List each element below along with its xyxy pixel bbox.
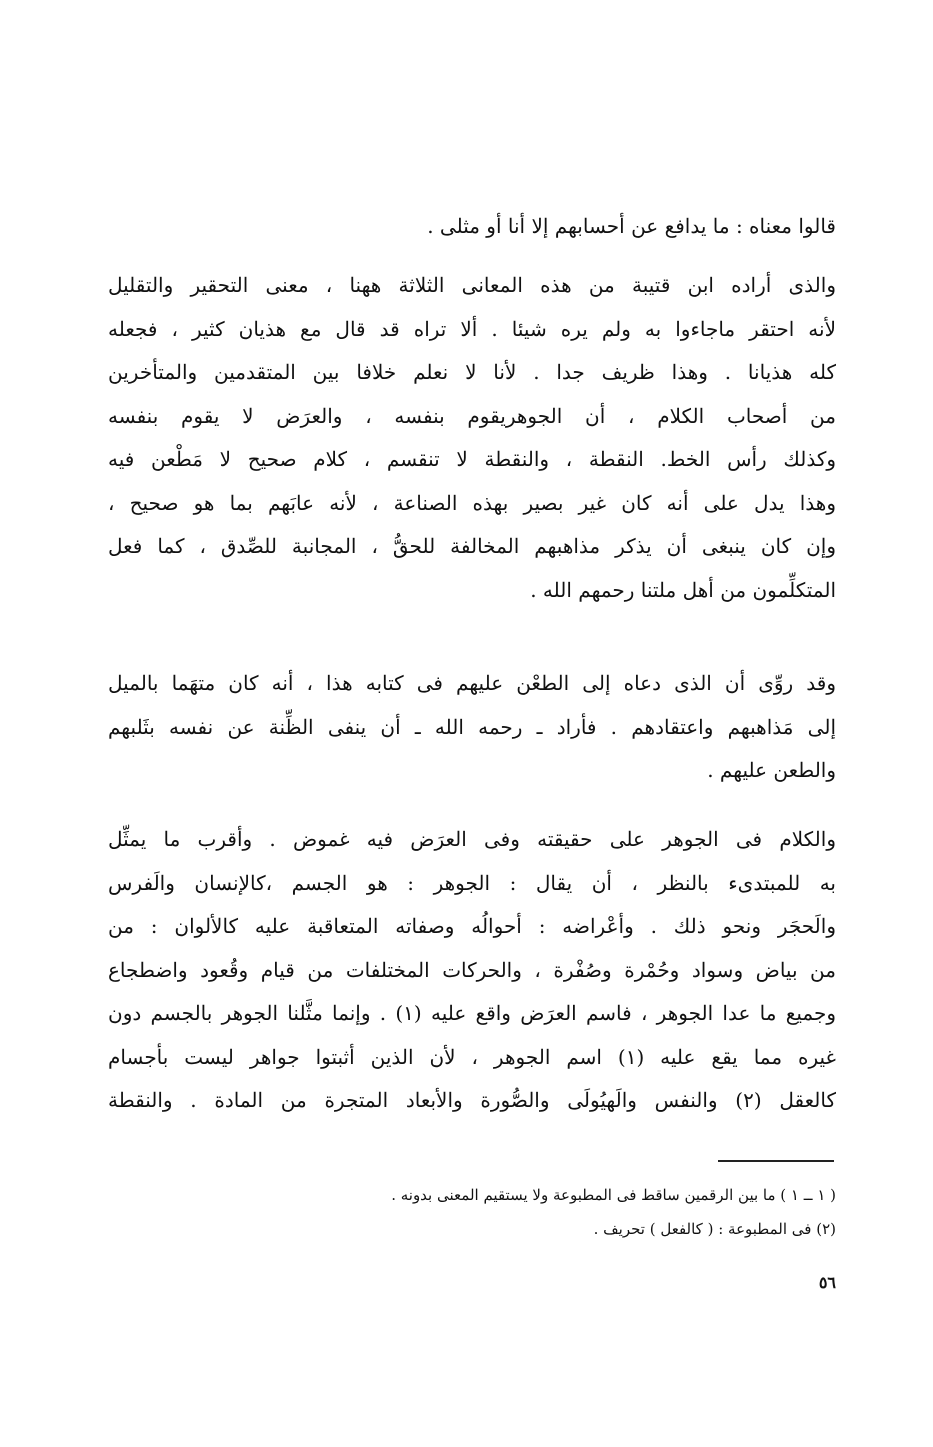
intro-line-block <box>108 205 836 249</box>
paragraph-3 <box>108 818 836 1123</box>
paragraph-line: المتكلِّمون من أهل ملتنا رحمهم الله . <box>530 577 836 602</box>
paragraph-line: وهذا يدل على أنه كان غير بصير بهذه الصناعة ، لأنه عابَهم بما هو صحيح ، <box>108 490 836 515</box>
paragraph-line: من بياض وسواد وحُمْرة وصُفْرة ، والحركات المختلفات من قيام وقُعود واضطجاع <box>108 957 836 982</box>
paragraph-line: به للمبتدىء بالنظر ، أن يقال : الجوهر : هو الجسم ،كالإنسان والَفرس <box>108 870 836 895</box>
paragraph-line: غيره مما يقع عليه (١) اسم الجوهر ، لأن الذين أثبتوا جواهر ليست بأجسام <box>108 1044 836 1069</box>
footnote-separator <box>718 1160 834 1162</box>
footnote-1: ( ١ ــ ١ ) ما بين الرقمين ساقط فى المطبوعة ولا يستقيم المعنى بدونه . <box>391 1186 836 1204</box>
paragraph-line: وإن كان ينبغى أن يذكر مذاهبهم المخالفة للحقُّ ، المجانبة للصِّدق ، كما فعل <box>108 534 836 558</box>
intro-line: قالوا معناه : ما يدافع عن أحسابهم إلا أنا أو مثلى . <box>427 214 836 238</box>
paragraph-line: كله هذيانا . وهذا ظريف جدا . لأنا لا نعلم خلافا بين المتقدمين والمتأخرين <box>108 360 836 384</box>
paragraph-line: لأنه احتقر ماجاءوا به ولم يره شيئا . ألا تراه قد قال مع هذيان كثير ، فجعله <box>108 316 836 341</box>
paragraph-1 <box>108 264 836 612</box>
paragraph-line: وجميع ما عدا الجوهر ، فاسم العرَض واقع عليه (١) . وإنما مثَّلنا الجوهر بالجسم دون <box>108 1001 836 1025</box>
paragraph-line: والكلام فى الجوهر على حقيقته وفى العرَض فيه غموض . وأقرب ما يمثِّل <box>108 827 836 851</box>
footnote-2: (٢) فى المطبوعة : ( كالفعل ) تحريف . <box>593 1220 836 1238</box>
paragraph-line: والذى أراده ابن قتيبة من هذه المعانى الثلاثة ههنا ، معنى التحقير والتقليل <box>108 273 836 297</box>
paragraph-line: والَحجَر ونحو ذلك . وأعْراضه : أحوالُه وصفاته المتعاقبة عليه كالألوان : من <box>108 914 836 938</box>
paragraph-line: وكذلك رأس الخط. النقطة ، والنقطة لا تنقسم ، كلام صحيح لا مَطْعن فيه <box>108 447 836 471</box>
page-number: ٥٦ <box>818 1273 836 1292</box>
paragraph-line: والطعن عليهم . <box>707 758 836 782</box>
paragraph-line: وقد روِّى أن الذى دعاه إلى الطعْن عليهم فى كتابه هذا ، أنه كان متهَما بالميل <box>108 671 836 695</box>
paragraph-2 <box>108 662 836 793</box>
footnotes <box>108 1178 836 1246</box>
paragraph-line: من أصحاب الكلام ، أن الجوهريقوم بنفسه ، والعرَض لا يقوم بنفسه <box>108 403 836 428</box>
paragraph-line: كالعقل (٢) والنفس والَهيُولَى والصُّورة والأبعاد المتجرة من المادة . والنقطة <box>108 1088 836 1112</box>
paragraph-line: إلى مَذاهبهم واعتقادهم . فأراد ـ رحمه الله ـ أن ينفى الظِّنة عن نفسه بثَلبهم <box>108 714 836 739</box>
